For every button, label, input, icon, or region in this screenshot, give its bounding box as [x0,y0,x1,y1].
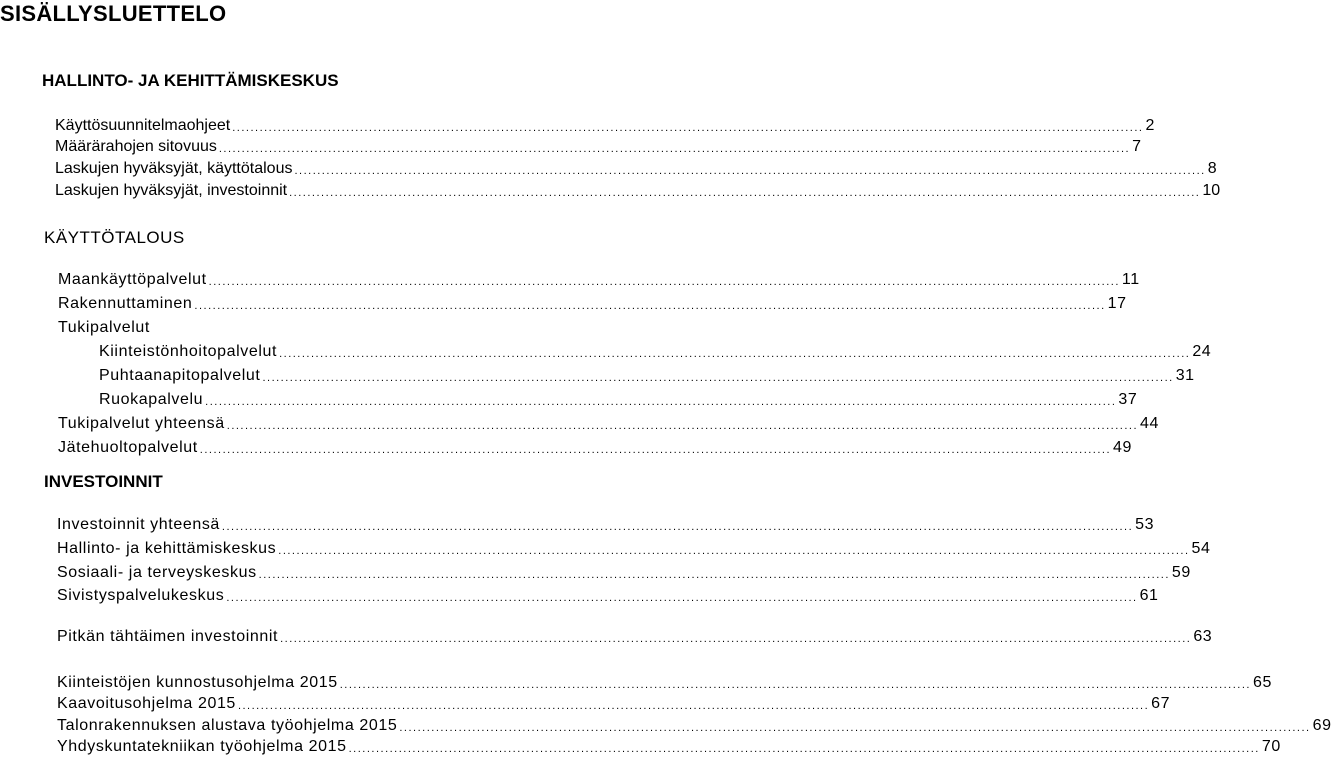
toc-entry[interactable] [57,515,1155,535]
toc-entry[interactable] [57,563,1191,583]
toc-entry-label: Maankäyttöpalvelut [58,271,207,288]
toc-entry-page: 59 [1171,564,1191,581]
toc-entry-page: 63 [1193,628,1213,645]
toc-entry-label: Laskujen hyväksyjät, investoinnit [55,182,288,199]
toc-leader-dots [222,519,1133,535]
toc-entry-page: 67 [1151,695,1171,712]
toc-entry-page: 31 [1175,367,1195,384]
toc-leader-dots [209,274,1120,290]
toc-entry-page: 54 [1191,540,1211,557]
page-title: SISÄLLYSLUETTELO [0,1,227,26]
toc-entry[interactable] [55,181,1221,201]
toc-entry-page: 69 [1312,717,1332,734]
toc-group-label[interactable] [58,318,358,338]
toc-leader-dots [280,631,1191,647]
toc-entry[interactable] [55,116,1155,136]
toc-entry-label: Ruokapalvelu [99,391,204,408]
toc-entry[interactable] [99,366,1195,386]
toc-entry-label: Sivistyspalvelukeskus [57,587,225,604]
toc-entry[interactable] [99,342,1212,362]
toc-entry-label: Kaavoitusohjelma 2015 [57,695,236,712]
toc-entry[interactable] [58,414,1159,434]
toc-entry[interactable] [57,673,1272,693]
toc-entry-label: Yhdyskuntatekniikan työohjelma 2015 [57,738,347,755]
toc-entry[interactable] [58,270,1140,290]
toc-entry-page: 24 [1192,343,1212,360]
toc-entry-label: Kiinteistönhoitopalvelut [99,343,278,360]
toc-entry-page: 11 [1121,271,1140,288]
toc-entry[interactable] [57,627,1213,647]
toc-entry-page: 2 [1145,117,1155,134]
toc-leader-dots [349,741,1260,757]
toc-leader-dots [238,698,1149,714]
toc-entry-label: Hallinto- ja kehittämiskeskus [57,540,277,557]
toc-entry-label: Rakennuttaminen [58,295,193,312]
toc-entry-page: 53 [1135,516,1155,533]
toc-entry-page: 44 [1140,415,1159,432]
toc-entry-page: 49 [1113,439,1133,456]
toc-leader-dots [226,590,1137,606]
toc-leader-dots [194,298,1105,314]
toc-leader-dots [200,442,1111,458]
toc-entry-page: 7 [1132,138,1142,155]
toc-leader-dots [294,163,1205,179]
toc-entry-label: Pitkän tähtäimen investoinnit [57,628,279,645]
toc-leader-dots [219,141,1130,157]
toc-leader-dots [259,567,1170,583]
toc-entry-label: Laskujen hyväksyjät, käyttötalous [55,160,293,177]
toc-entry-page: 17 [1107,295,1127,312]
toc-entry-page: 8 [1207,160,1217,177]
toc-entry[interactable] [55,159,1217,179]
toc-leader-dots [232,120,1143,136]
toc-entry[interactable] [57,716,1332,736]
section-heading-investoinnit: INVESTOINNIT [44,472,163,491]
toc-entry-page: 10 [1202,182,1221,199]
toc-entry[interactable] [57,694,1171,714]
section-heading-hallinto: HALLINTO- JA KEHITTÄMISKESKUS [42,71,339,90]
toc-leader-dots [289,185,1200,201]
toc-entry-label: Kiinteistöjen kunnostusohjelma 2015 [57,674,338,691]
toc-entry-label: Investoinnit yhteensä [57,516,220,533]
toc-entry-label: Määrärahojen sitovuus [55,138,217,155]
toc-entry-page: 65 [1252,674,1272,691]
toc-entry-label: Käyttösuunnitelmaohjeet [55,117,231,134]
section-heading-kayttotalous: KÄYTTÖTALOUS [44,228,185,247]
toc-leader-dots [340,677,1251,693]
toc-entry-page: 61 [1139,587,1159,604]
toc-entry-label: Jätehuoltopalvelut [58,439,198,456]
toc-entry[interactable] [57,539,1211,559]
toc-entry-label: Tukipalvelut [58,319,150,336]
toc-leader-dots [279,346,1190,362]
toc-leader-dots [205,394,1116,410]
toc-entry-label: Sosiaali- ja terveyskeskus [57,564,257,581]
toc-entry-page: 37 [1118,391,1138,408]
toc-entry-label: Tukipalvelut yhteensä [58,415,225,432]
toc-leader-dots [399,720,1310,736]
toc-entry[interactable] [58,294,1127,314]
toc-entry-page: 70 [1261,738,1281,755]
toc-leader-dots [278,543,1189,559]
toc-entry[interactable] [58,438,1133,458]
toc-entry[interactable] [99,390,1138,410]
toc-entry[interactable] [57,586,1159,606]
toc-entry-label: Talonrakennuksen alustava työohjelma 2015 [57,717,398,734]
toc-leader-dots [262,370,1173,386]
toc-leader-dots [227,418,1138,434]
toc-entry[interactable] [57,737,1281,757]
toc-entry-label: Puhtaanapitopalvelut [99,367,261,384]
toc-entry[interactable] [55,137,1142,157]
